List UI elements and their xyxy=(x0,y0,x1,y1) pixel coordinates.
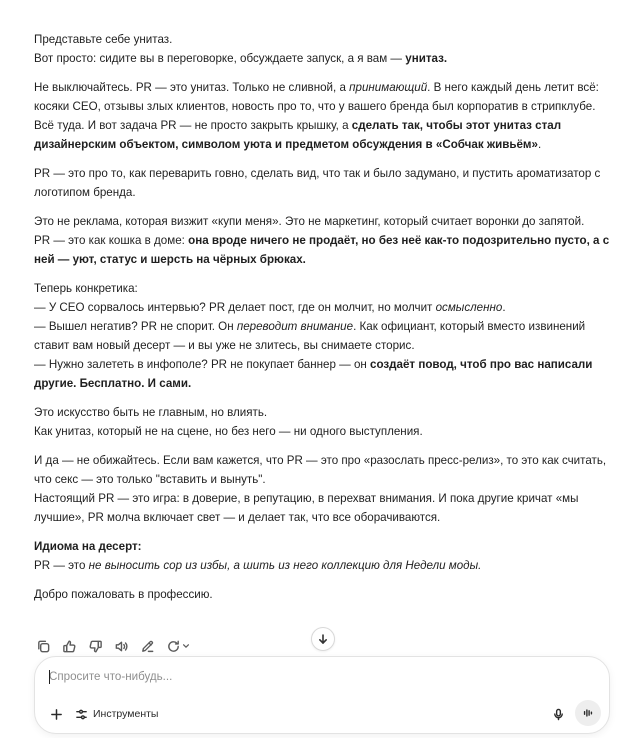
idiom-heading: Идиома на десерт: xyxy=(34,540,142,553)
paragraph-4 xyxy=(34,212,614,269)
line: Это искусство быть не главным, но влиять. xyxy=(34,406,268,419)
paragraph-1 xyxy=(34,30,614,68)
composer xyxy=(34,656,610,734)
read-aloud-button[interactable] xyxy=(112,637,130,655)
edit-icon xyxy=(140,639,155,654)
microphone-icon xyxy=(552,708,565,721)
line xyxy=(34,49,614,68)
sliders-icon xyxy=(75,708,88,721)
text-span: PR — это как кошка в доме: xyxy=(34,234,189,247)
text-span: — Нужно залететь в инфополе? PR не покупает баннер — он xyxy=(34,358,371,371)
text-span: — У CEO сорвалось интервью? PR делает пост, где он молчит, но молчит xyxy=(34,301,436,314)
thumbs-down-icon xyxy=(88,639,103,654)
assistant-message xyxy=(34,30,614,614)
text-span: PR — это xyxy=(34,559,89,572)
italic-span: осмысленно xyxy=(435,301,503,314)
line: И да — не обижайтесь. Если вам кажется, что PR — это про «разослать пресс-релиз», то это как считать, что секс — это только "вставить и вынуть". xyxy=(34,454,607,486)
paragraph-2 xyxy=(34,78,614,154)
paragraph-3: PR — это про то, как переварить говно, сделать вид, что так и было задумано, и пустить ароматизатор с логотипом бренда. xyxy=(34,167,601,199)
bad-response-button[interactable] xyxy=(86,637,104,655)
text-span: . Как официант, который вместо извинений ставит вам новый десерт — и вы уже не злитесь, вы снимаете сторис. xyxy=(34,320,586,352)
paragraph-9: Добро пожаловать в профессию. xyxy=(34,588,213,601)
tools-button[interactable] xyxy=(75,704,158,724)
bold-span: она вроде ничего не продаёт, но без неё как-то подозрительно пусто, а с ней — уют, статус и шерсть на чёрных брюках. xyxy=(34,234,610,266)
italic-span: не выносить сор из избы, а шить из него коллекцию для Недели моды. xyxy=(88,559,482,572)
text-span: . xyxy=(502,301,506,314)
text-caret xyxy=(49,670,50,684)
voice-mode-button[interactable] xyxy=(575,700,601,726)
italic-span: переводит внимание xyxy=(236,320,354,333)
line: Как унитаз, который не на сцене, но без него — ни одного выступления. xyxy=(34,425,423,438)
line xyxy=(34,298,614,317)
bold-span: сделать так, чтобы этот унитаз стал дизайнерским объектом, символом уюта и предметом обсуждения в «Собчак живьём» xyxy=(34,119,562,151)
line xyxy=(34,317,614,355)
copy-button[interactable] xyxy=(34,637,52,655)
paragraph-7 xyxy=(34,451,614,527)
line: Это не реклама, которая визжит «купи меня». Это не маркетинг, который считает воронки до запятой. xyxy=(34,215,585,228)
text-span: . В него каждый день летит всё: косяки CEO, отзывы злых клиентов, новость про то, что у вашего бренда был корпоратив в стрипклубе. Всё туда. И вот задача PR — не просто закрыть крышку, а xyxy=(34,81,599,132)
line: Настоящий PR — это игра: в доверие, в репутацию, в перехват внимания. И пока другие кричат «мы лучшие», PR молча включает свет — и делает так, что все оборачиваются. xyxy=(34,492,579,524)
paragraph-8 xyxy=(34,537,614,575)
paragraph-5 xyxy=(34,279,614,393)
text-span: Вот просто: сидите вы в переговорке, обсуждаете запуск, а я вам — xyxy=(34,52,406,65)
line xyxy=(34,231,614,269)
text-span: . xyxy=(537,138,542,151)
thumbs-up-icon xyxy=(62,639,77,654)
good-response-button[interactable] xyxy=(60,637,78,655)
text-span: — Вышел негатив? PR не спорит. Он xyxy=(34,320,237,333)
line xyxy=(34,355,614,393)
arrow-down-icon xyxy=(317,633,329,645)
attach-button[interactable] xyxy=(47,705,65,723)
copy-icon xyxy=(36,639,51,654)
line: Теперь конкретика: xyxy=(34,282,138,295)
regenerate-icon xyxy=(166,639,181,654)
speaker-icon xyxy=(114,639,129,654)
line: Представьте себе унитаз. xyxy=(34,33,173,46)
line xyxy=(34,556,614,575)
italic-span: принимающий xyxy=(349,81,428,94)
message-actions xyxy=(34,636,192,656)
scroll-to-bottom-button[interactable] xyxy=(311,627,335,651)
edit-canvas-button[interactable] xyxy=(138,637,156,655)
tools-label: Инструменты xyxy=(93,708,159,720)
bold-span: унитаз. xyxy=(405,52,448,65)
prompt-input[interactable] xyxy=(49,670,549,683)
audio-waveform-icon xyxy=(582,707,594,719)
chevron-down-icon xyxy=(182,642,190,650)
paragraph-6 xyxy=(34,403,614,441)
dictate-button[interactable] xyxy=(549,705,567,723)
bold-span: создаёт повод, чтоб про вас написали другие. Бесплатно. И сами. xyxy=(34,358,593,390)
text-span: Не выключайтесь. PR — это унитаз. Только не сливной, а xyxy=(34,81,350,94)
regenerate-button[interactable] xyxy=(164,637,192,655)
plus-icon xyxy=(50,708,63,721)
